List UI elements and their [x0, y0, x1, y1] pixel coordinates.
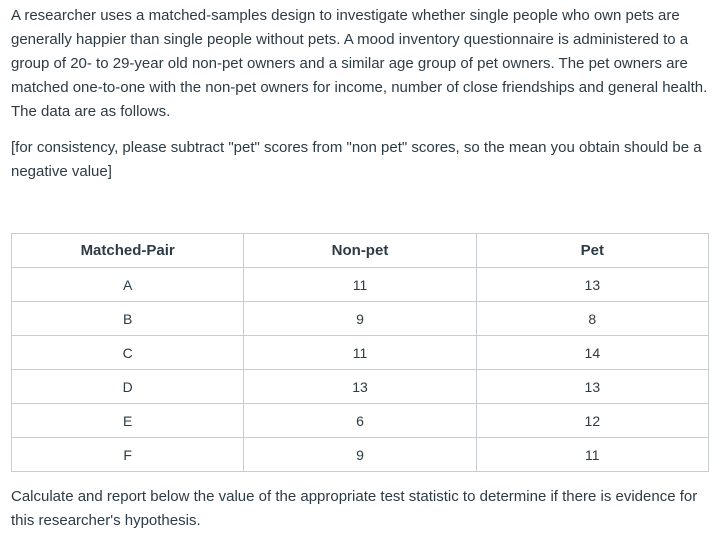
header-matched-pair: Matched-Pair [12, 234, 244, 268]
non-pet-cell: 9 [244, 302, 476, 336]
non-pet-cell: 6 [244, 404, 476, 438]
pet-cell: 13 [476, 370, 708, 404]
question-content [11, 0, 715, 533]
non-pet-cell: 13 [244, 370, 476, 404]
instruction-note: [for consistency, please subtract "pet" scores from "non pet" scores, so the mean you obtain should be a negative value] [11, 139, 702, 180]
pair-cell: F [12, 438, 244, 472]
pair-cell: A [12, 268, 244, 302]
non-pet-cell: 11 [244, 268, 476, 302]
non-pet-cell: 9 [244, 438, 476, 472]
table-row [12, 336, 709, 370]
pair-cell: E [12, 404, 244, 438]
pair-cell: B [12, 302, 244, 336]
question-prompt: Calculate and report below the value of the appropriate test statistic to determine if there is evidence for this researcher's hypothesis. [11, 488, 698, 529]
intro-paragraph: A researcher uses a matched-samples design to investigate whether single people who own pets are generally happier than single people without pets. A mood inventory questionnaire is administered to a group of 20- to 29-year old non-pet owners and a similar age group of pet owners. The pet owners are matched one-to-one with the non-pet owners for income, number of close friendships and general health. The data are as follows. [11, 7, 708, 120]
pet-cell: 8 [476, 302, 708, 336]
pet-cell: 12 [476, 404, 708, 438]
table-row [12, 302, 709, 336]
table-row [12, 404, 709, 438]
pet-cell: 14 [476, 336, 708, 370]
non-pet-cell: 11 [244, 336, 476, 370]
table-row [12, 438, 709, 472]
header-pet: Pet [476, 234, 708, 268]
pet-cell: 11 [476, 438, 708, 472]
table-header-row [12, 234, 709, 268]
pair-cell: C [12, 336, 244, 370]
data-table [11, 233, 709, 472]
pet-cell: 13 [476, 268, 708, 302]
table-row [12, 370, 709, 404]
table-row [12, 268, 709, 302]
header-non-pet: Non-pet [244, 234, 476, 268]
pair-cell: D [12, 370, 244, 404]
